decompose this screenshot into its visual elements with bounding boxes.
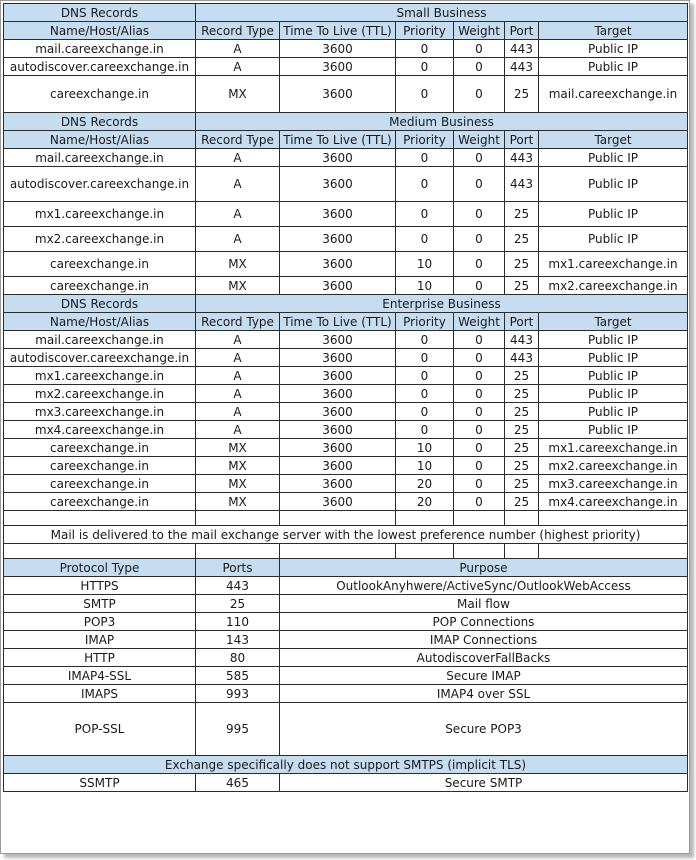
weight-cell: 0	[454, 252, 505, 277]
ttl-cell: 3600	[280, 252, 396, 277]
record-type-cell: MX	[196, 277, 280, 295]
weight-cell: 0	[454, 277, 505, 295]
record-type-cell: A	[196, 202, 280, 227]
empty-cell	[196, 544, 280, 559]
priority-cell: 0	[396, 385, 454, 403]
target-cell: Public IP	[539, 40, 688, 58]
host-cell: autodiscover.careexchange.in	[4, 349, 196, 367]
host-cell: careexchange.in	[4, 457, 196, 475]
table-row	[4, 331, 688, 349]
smtps-note-row	[4, 756, 688, 774]
port-cell: 25	[505, 252, 539, 277]
priority-cell: 10	[396, 252, 454, 277]
port-cell: 443	[505, 58, 539, 76]
empty-cell	[396, 544, 454, 559]
protocol-cell: SMTP	[4, 595, 196, 613]
table-row	[4, 277, 688, 295]
weight-cell: 0	[454, 331, 505, 349]
weight-cell: 0	[454, 367, 505, 385]
table-row	[4, 385, 688, 403]
priority-cell: 10	[396, 457, 454, 475]
column-header: Target	[539, 22, 688, 40]
medium-title-row	[4, 113, 688, 131]
table-row	[4, 58, 688, 76]
empty-cell	[4, 511, 196, 526]
record-type-cell: MX	[196, 439, 280, 457]
purpose-cell: IMAP4 over SSL	[280, 685, 688, 703]
priority-cell: 0	[396, 421, 454, 439]
target-cell: mx4.careexchange.in	[539, 493, 688, 511]
protocol-header-row	[4, 559, 688, 577]
host-cell: mail.careexchange.in	[4, 331, 196, 349]
weight-cell: 0	[454, 403, 505, 421]
small-section-title: Small Business	[196, 4, 688, 22]
host-cell: mx2.careexchange.in	[4, 385, 196, 403]
column-header: Weight	[454, 313, 505, 331]
purpose-cell: Mail flow	[280, 595, 688, 613]
port-cell: 465	[196, 774, 280, 792]
weight-cell: 0	[454, 76, 505, 113]
empty-cell	[539, 511, 688, 526]
protocol-cell: HTTP	[4, 649, 196, 667]
target-cell: mx2.careexchange.in	[539, 277, 688, 295]
ttl-cell: 3600	[280, 202, 396, 227]
host-cell: autodiscover.careexchange.in	[4, 167, 196, 202]
port-cell: 25	[196, 595, 280, 613]
table-row	[4, 475, 688, 493]
target-cell: mx2.careexchange.in	[539, 457, 688, 475]
column-header: Target	[539, 313, 688, 331]
record-type-cell: A	[196, 421, 280, 439]
target-cell: Public IP	[539, 385, 688, 403]
host-cell: mail.careexchange.in	[4, 149, 196, 167]
empty-row	[4, 511, 688, 526]
priority-cell: 10	[396, 439, 454, 457]
priority-cell: 20	[396, 493, 454, 511]
record-type-cell: A	[196, 40, 280, 58]
port-cell: 443	[505, 349, 539, 367]
ttl-cell: 3600	[280, 493, 396, 511]
table-row	[4, 167, 688, 202]
table-row	[4, 367, 688, 385]
target-cell: Public IP	[539, 167, 688, 202]
record-type-cell: A	[196, 227, 280, 252]
column-header: Time To Live (TTL)	[280, 22, 396, 40]
protocol-row	[4, 703, 688, 756]
column-header: Record Type	[196, 131, 280, 149]
table-row	[4, 227, 688, 252]
record-type-cell: MX	[196, 493, 280, 511]
record-type-cell: MX	[196, 457, 280, 475]
table-row	[4, 76, 688, 113]
protocol-row	[4, 667, 688, 685]
purpose-cell: Secure SMTP	[280, 774, 688, 792]
priority-cell: 10	[396, 277, 454, 295]
purpose-cell: AutodiscoverFallBacks	[280, 649, 688, 667]
dns-records-label: DNS Records	[4, 295, 196, 313]
ssmtp-row	[4, 774, 688, 792]
host-cell: autodiscover.careexchange.in	[4, 58, 196, 76]
column-header: Time To Live (TTL)	[280, 131, 396, 149]
empty-row	[4, 544, 688, 559]
protocol-cell: IMAP	[4, 631, 196, 649]
target-cell: Public IP	[539, 227, 688, 252]
purpose-cell: Secure POP3	[280, 703, 688, 756]
purpose-cell: POP Connections	[280, 613, 688, 631]
priority-cell: 0	[396, 149, 454, 167]
ttl-cell: 3600	[280, 439, 396, 457]
port-cell: 110	[196, 613, 280, 631]
weight-cell: 0	[454, 40, 505, 58]
ttl-cell: 3600	[280, 475, 396, 493]
medium-section-title: Medium Business	[196, 113, 688, 131]
record-type-cell: MX	[196, 475, 280, 493]
host-cell: careexchange.in	[4, 439, 196, 457]
column-header: Record Type	[196, 313, 280, 331]
empty-cell	[280, 511, 396, 526]
port-cell: 143	[196, 631, 280, 649]
column-header: Name/Host/Alias	[4, 22, 196, 40]
ttl-cell: 3600	[280, 385, 396, 403]
protocol-cell: SSMTP	[4, 774, 196, 792]
column-header: Priority	[396, 22, 454, 40]
empty-cell	[196, 511, 280, 526]
protocol-row	[4, 595, 688, 613]
port-cell: 25	[505, 475, 539, 493]
host-cell: careexchange.in	[4, 493, 196, 511]
port-cell: 25	[505, 76, 539, 113]
mail-delivery-note: Mail is delivered to the mail exchange server with the lowest preference number (highest priority)	[4, 526, 688, 544]
record-type-cell: MX	[196, 76, 280, 113]
protocol-cell: POP-SSL	[4, 703, 196, 756]
column-header: Port	[505, 131, 539, 149]
empty-cell	[454, 511, 505, 526]
medium-column-header-row	[4, 131, 688, 149]
table-row	[4, 421, 688, 439]
record-type-cell: MX	[196, 252, 280, 277]
priority-cell: 0	[396, 349, 454, 367]
port-cell: 585	[196, 667, 280, 685]
host-cell: mx2.careexchange.in	[4, 227, 196, 252]
enterprise-section-title: Enterprise Business	[196, 295, 688, 313]
host-cell: careexchange.in	[4, 475, 196, 493]
ttl-cell: 3600	[280, 149, 396, 167]
record-type-cell: A	[196, 58, 280, 76]
port-cell: 25	[505, 385, 539, 403]
target-cell: Public IP	[539, 367, 688, 385]
port-cell: 995	[196, 703, 280, 756]
column-header: Port	[505, 22, 539, 40]
ports-header: Ports	[196, 559, 280, 577]
weight-cell: 0	[454, 421, 505, 439]
port-cell: 25	[505, 277, 539, 295]
empty-cell	[396, 511, 454, 526]
priority-cell: 0	[396, 167, 454, 202]
record-type-cell: A	[196, 331, 280, 349]
target-cell: Public IP	[539, 403, 688, 421]
protocol-row	[4, 631, 688, 649]
small-column-header-row	[4, 22, 688, 40]
ttl-cell: 3600	[280, 421, 396, 439]
dns-records-table	[3, 3, 688, 792]
protocol-cell: HTTPS	[4, 577, 196, 595]
target-cell: mx1.careexchange.in	[539, 252, 688, 277]
target-cell: Public IP	[539, 421, 688, 439]
port-cell: 25	[505, 493, 539, 511]
empty-cell	[4, 544, 196, 559]
column-header: Priority	[396, 313, 454, 331]
port-cell: 25	[505, 421, 539, 439]
enterprise-title-row	[4, 295, 688, 313]
priority-cell: 0	[396, 40, 454, 58]
priority-cell: 0	[396, 403, 454, 421]
dns-records-label: DNS Records	[4, 4, 196, 22]
ttl-cell: 3600	[280, 40, 396, 58]
weight-cell: 0	[454, 149, 505, 167]
port-cell: 443	[196, 577, 280, 595]
port-cell: 443	[505, 40, 539, 58]
empty-cell	[505, 544, 539, 559]
ttl-cell: 3600	[280, 227, 396, 252]
table-row	[4, 202, 688, 227]
record-type-cell: A	[196, 167, 280, 202]
ttl-cell: 3600	[280, 367, 396, 385]
record-type-cell: A	[196, 367, 280, 385]
priority-cell: 0	[396, 76, 454, 113]
weight-cell: 0	[454, 58, 505, 76]
priority-cell: 0	[396, 367, 454, 385]
target-cell: Public IP	[539, 349, 688, 367]
weight-cell: 0	[454, 385, 505, 403]
weight-cell: 0	[454, 475, 505, 493]
dns-records-label: DNS Records	[4, 113, 196, 131]
table-row	[4, 439, 688, 457]
ttl-cell: 3600	[280, 76, 396, 113]
table-row	[4, 349, 688, 367]
port-cell: 443	[505, 331, 539, 349]
weight-cell: 0	[454, 227, 505, 252]
purpose-header: Purpose	[280, 559, 688, 577]
column-header: Weight	[454, 131, 505, 149]
protocol-row	[4, 613, 688, 631]
protocol-cell: POP3	[4, 613, 196, 631]
port-cell: 443	[505, 149, 539, 167]
port-cell: 25	[505, 439, 539, 457]
host-cell: careexchange.in	[4, 252, 196, 277]
mail-note-row	[4, 526, 688, 544]
host-cell: mx4.careexchange.in	[4, 421, 196, 439]
host-cell: careexchange.in	[4, 277, 196, 295]
enterprise-column-header-row	[4, 313, 688, 331]
priority-cell: 0	[396, 202, 454, 227]
port-cell: 25	[505, 227, 539, 252]
column-header: Port	[505, 313, 539, 331]
purpose-cell: OutlookAnyhwere/ActiveSync/OutlookWebAccess	[280, 577, 688, 595]
port-cell: 25	[505, 457, 539, 475]
host-cell: mx3.careexchange.in	[4, 403, 196, 421]
ttl-cell: 3600	[280, 457, 396, 475]
priority-cell: 0	[396, 331, 454, 349]
target-cell: mail.careexchange.in	[539, 76, 688, 113]
protocol-cell: IMAPS	[4, 685, 196, 703]
table-row	[4, 403, 688, 421]
purpose-cell: Secure IMAP	[280, 667, 688, 685]
record-type-cell: A	[196, 403, 280, 421]
target-cell: Public IP	[539, 149, 688, 167]
table-row	[4, 149, 688, 167]
ttl-cell: 3600	[280, 349, 396, 367]
port-cell: 25	[505, 367, 539, 385]
purpose-cell: IMAP Connections	[280, 631, 688, 649]
target-cell: Public IP	[539, 202, 688, 227]
port-cell: 443	[505, 167, 539, 202]
column-header: Time To Live (TTL)	[280, 313, 396, 331]
column-header: Priority	[396, 131, 454, 149]
host-cell: careexchange.in	[4, 76, 196, 113]
priority-cell: 0	[396, 58, 454, 76]
target-cell: Public IP	[539, 331, 688, 349]
table-row	[4, 493, 688, 511]
weight-cell: 0	[454, 493, 505, 511]
column-header: Name/Host/Alias	[4, 313, 196, 331]
target-cell: mx1.careexchange.in	[539, 439, 688, 457]
ttl-cell: 3600	[280, 331, 396, 349]
column-header: Target	[539, 131, 688, 149]
weight-cell: 0	[454, 167, 505, 202]
protocol-row	[4, 685, 688, 703]
empty-cell	[280, 544, 396, 559]
ttl-cell: 3600	[280, 167, 396, 202]
target-cell: Public IP	[539, 58, 688, 76]
empty-cell	[454, 544, 505, 559]
protocol-row	[4, 649, 688, 667]
ttl-cell: 3600	[280, 277, 396, 295]
protocol-type-header: Protocol Type	[4, 559, 196, 577]
ttl-cell: 3600	[280, 403, 396, 421]
small-title-row	[4, 4, 688, 22]
table-row	[4, 252, 688, 277]
smtps-note: Exchange specifically does not support SMTPS (implicit TLS)	[4, 756, 688, 774]
empty-cell	[505, 511, 539, 526]
weight-cell: 0	[454, 439, 505, 457]
host-cell: mx1.careexchange.in	[4, 202, 196, 227]
weight-cell: 0	[454, 349, 505, 367]
record-type-cell: A	[196, 385, 280, 403]
record-type-cell: A	[196, 349, 280, 367]
record-type-cell: A	[196, 149, 280, 167]
table-row	[4, 457, 688, 475]
ttl-cell: 3600	[280, 58, 396, 76]
protocol-cell: IMAP4-SSL	[4, 667, 196, 685]
host-cell: mail.careexchange.in	[4, 40, 196, 58]
weight-cell: 0	[454, 202, 505, 227]
protocol-row	[4, 577, 688, 595]
priority-cell: 0	[396, 227, 454, 252]
column-header: Weight	[454, 22, 505, 40]
port-cell: 25	[505, 202, 539, 227]
port-cell: 25	[505, 403, 539, 421]
empty-cell	[539, 544, 688, 559]
column-header: Name/Host/Alias	[4, 131, 196, 149]
host-cell: mx1.careexchange.in	[4, 367, 196, 385]
priority-cell: 20	[396, 475, 454, 493]
weight-cell: 0	[454, 457, 505, 475]
table-row	[4, 40, 688, 58]
port-cell: 993	[196, 685, 280, 703]
target-cell: mx3.careexchange.in	[539, 475, 688, 493]
port-cell: 80	[196, 649, 280, 667]
column-header: Record Type	[196, 22, 280, 40]
